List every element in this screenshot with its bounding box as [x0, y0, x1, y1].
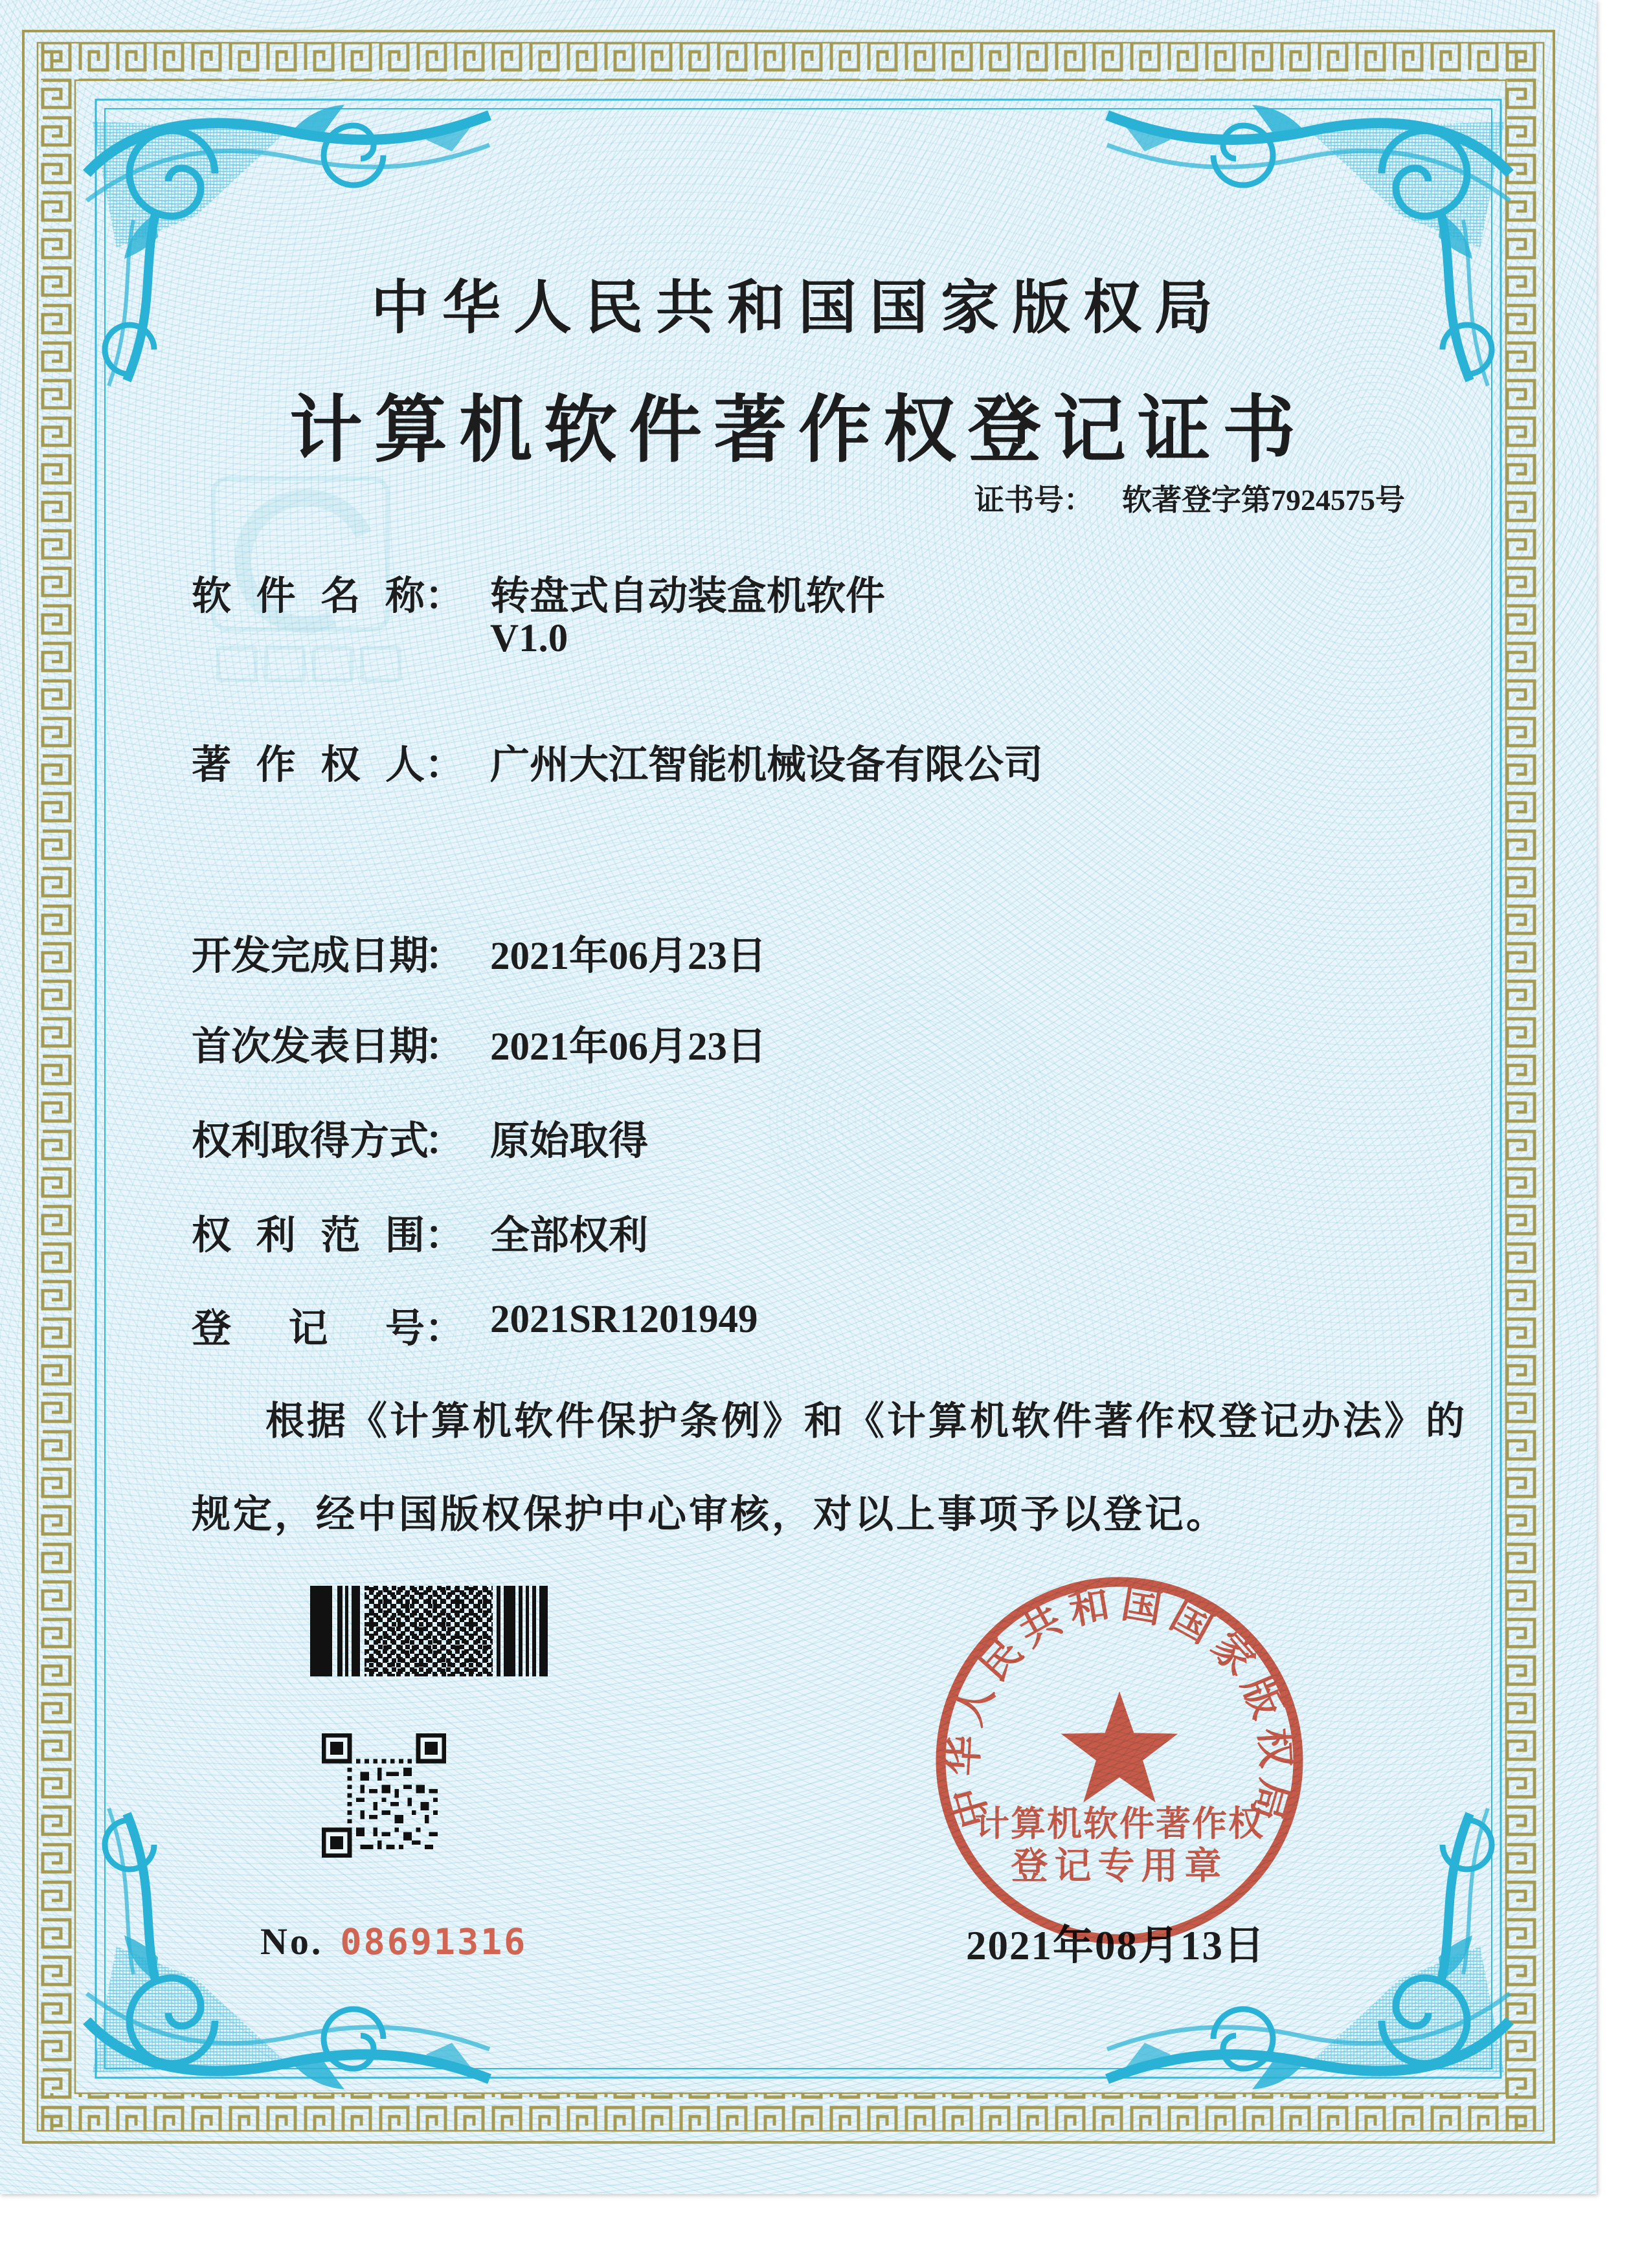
field-colon: ：: [425, 1025, 465, 1069]
qr-code-icon: [322, 1729, 446, 1862]
certificate-number-label: 证书号：: [974, 484, 1094, 517]
field-rights-acquisition: [192, 1109, 649, 1166]
field-colon: ：: [425, 935, 465, 978]
field-dev-complete-date: [192, 924, 767, 981]
field-value: 2021年06月23日: [490, 935, 767, 978]
issue-date: 2021年08月13日: [966, 1923, 1266, 1968]
certificate-title: 计算机软件著作权登记证书: [289, 390, 1307, 471]
field-value: 全部权利: [490, 1214, 649, 1258]
field-colon: ：: [425, 575, 465, 618]
serial-label: No.: [260, 1920, 324, 1962]
field-label: 权利取得方式: [192, 1120, 429, 1163]
certificate-number-line: [974, 485, 1405, 515]
field-value: 广州大江智能机械设备有限公司: [490, 744, 1044, 787]
field-label: 软件名称: [192, 575, 425, 618]
field-software-name: [192, 564, 886, 660]
field-value: 2021年06月23日: [490, 1025, 767, 1069]
field-value: 原始取得: [490, 1120, 649, 1163]
field-label: 首次发表日期: [192, 1025, 429, 1069]
field-first-publish-date: [192, 1015, 767, 1071]
red-star-icon: [1061, 1691, 1178, 1803]
field-label: 登记号: [192, 1307, 425, 1351]
field-label: 权利范围: [192, 1214, 425, 1258]
issuer-title: 中华人民共和国国家版权局: [371, 276, 1226, 340]
field-value: 转盘式自动装盒机软件: [490, 575, 886, 618]
certificate-number-value: 软著登字第7924575号: [1122, 484, 1405, 517]
serial-number-line: [260, 1920, 527, 1963]
statement-line-1: 根据《计算机软件保护条例》和《计算机软件著作权登记办法》的: [265, 1400, 1467, 1443]
statement-line-2: 规定，经中国版权保护中心审核，对以上事项予以登记。: [192, 1493, 1228, 1536]
serial-number: 08691316: [340, 1921, 528, 1962]
field-rights-scope: [192, 1204, 649, 1260]
field-colon: ：: [425, 1214, 465, 1258]
barcode-icon: [310, 1586, 548, 1676]
field-value-version: V1.0: [490, 617, 568, 660]
field-label: 开发完成日期: [192, 935, 429, 978]
field-value: 2021SR1201949: [490, 1298, 758, 1341]
field-colon: ：: [425, 744, 465, 787]
seal-text-line1: 计算机软件著作权: [974, 1805, 1264, 1843]
field-registration-number: [192, 1297, 758, 1353]
field-colon: ：: [425, 1120, 465, 1163]
seal-ring-text: 中华人民共和国国家版权局: [941, 1581, 1298, 1833]
field-colon: ：: [425, 1307, 465, 1351]
official-seal-icon: [930, 1572, 1308, 1950]
field-copyright-owner: [192, 733, 1044, 790]
seal-text-line2: 登记专用章: [1011, 1846, 1228, 1887]
field-label: 著作权人: [192, 744, 425, 787]
